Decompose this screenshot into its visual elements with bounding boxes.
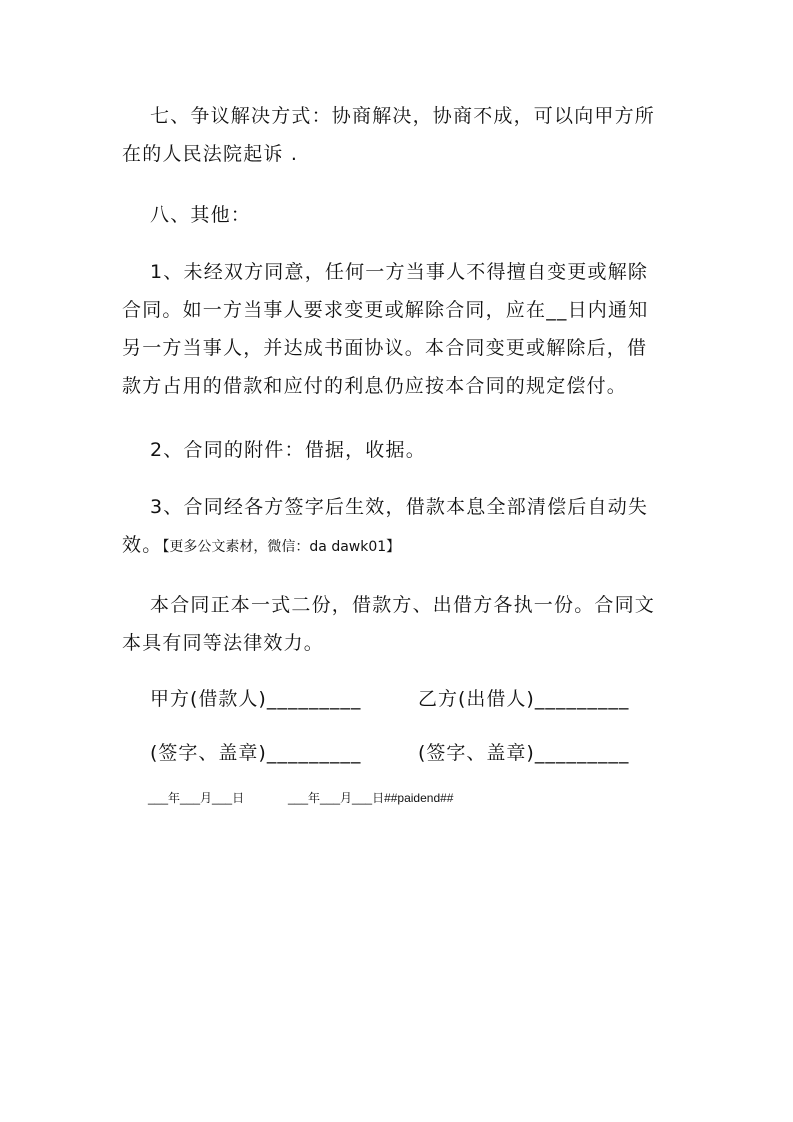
section-dispute-resolution xyxy=(122,97,674,173)
party-b-lender: 乙方(出借人)_________ xyxy=(418,688,630,710)
clause-3-line-2-main: 效。 xyxy=(122,534,163,556)
clause-1-line-2: 合同。如一方当事人要求变更或解除合同，应在__日内通知 xyxy=(122,299,649,321)
party-a-borrower: 甲方(借款人)_________ xyxy=(150,688,362,710)
clause-1-line-4: 款方占用的借款和应付的利息仍应按本合同的规定偿付。 xyxy=(122,375,628,397)
section-7-line-2: 在的人民法院起诉 . xyxy=(122,143,299,165)
party-a-date: ___年___月___日 xyxy=(148,791,245,805)
party-b-date: ___年___月___日##paidend## xyxy=(288,791,454,805)
clause-3-line-2 xyxy=(122,526,674,566)
clause-1-line-1: 1、未经双方同意，任何一方当事人不得擅自变更或解除 xyxy=(150,261,649,283)
section-7-line-1: 七、争议解决方式：协商解决，协商不成，可以向甲方所 xyxy=(150,105,656,127)
clause-3-line-1: 3、合同经各方签字后生效，借款本息全部清偿后自动失 xyxy=(150,496,649,518)
closing-line-1: 本合同正本一式二份，借款方、出借方各执一份。合同文 xyxy=(150,594,656,616)
clause-3 xyxy=(122,488,674,566)
closing-paragraph xyxy=(122,586,674,662)
section-other-title xyxy=(122,196,674,234)
party-a-sign-seal: (签字、盖章)_________ xyxy=(150,742,362,764)
promo-note: 【更多公文素材，微信：da dawk01】 xyxy=(162,539,401,555)
section-8-title: 八、其他： xyxy=(150,204,252,226)
clause-1-line-3: 另一方当事人，并达成书面协议。本合同变更或解除后，借 xyxy=(122,337,648,359)
closing-line-2: 本具有同等法律效力。 xyxy=(122,632,325,654)
party-b-sign-seal: (签字、盖章)_________ xyxy=(418,742,630,764)
clause-2-line-1: 2、合同的附件：借据，收据。 xyxy=(150,439,426,461)
clause-1 xyxy=(122,253,674,405)
clause-2 xyxy=(122,431,674,469)
